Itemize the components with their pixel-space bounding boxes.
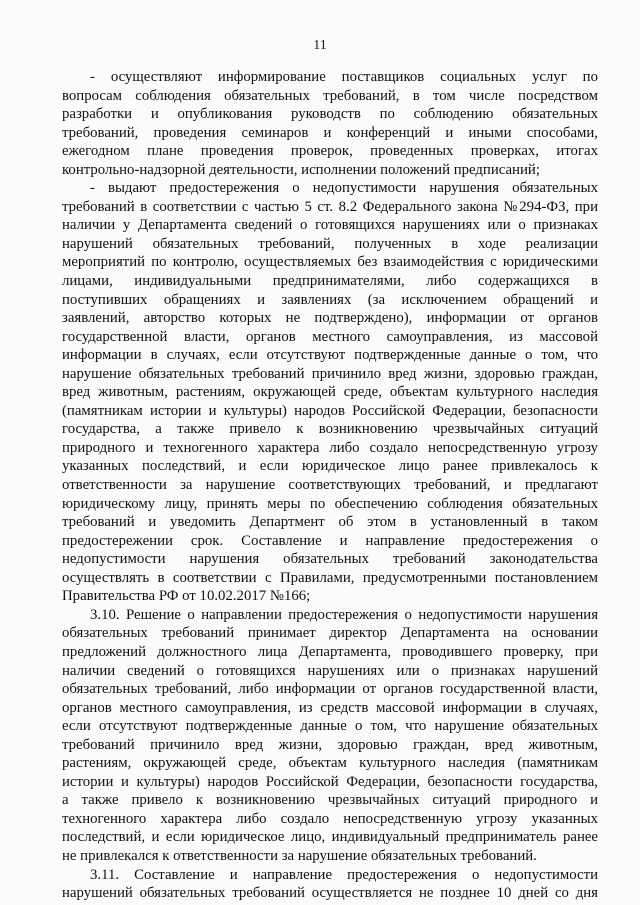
text-line: вред животным, растениям, окружающей среде, объектам культурного наследия bbox=[62, 384, 598, 401]
text-line: осуществлять в соответствии с Правилами, предусмотренными постановлением bbox=[62, 569, 598, 586]
text-line: природного и техногенного характера либо создало непосредственную угрозу bbox=[62, 439, 598, 456]
text-line: заявлений, авторство которых не подтверждено), информации от органов bbox=[62, 310, 598, 327]
text-line: 3.11. Составление и направление предостережения о недопустимости bbox=[90, 866, 598, 883]
text-line: требований причинило вред жизни, здоровью граждан, вред животным, bbox=[62, 736, 598, 753]
text-line: ответственности за нарушение соответствующих требований, и предлагают bbox=[62, 477, 598, 494]
document-body bbox=[62, 68, 598, 903]
text-line: а также привело к возникновению чрезвычайных ситуаций природного и bbox=[62, 792, 598, 809]
text-line: истории и культуры) народов Российской Федерации, безопасности государства, bbox=[62, 773, 598, 790]
text-line: нарушение обязательных требований причинило вред жизни, здоровью граждан, bbox=[62, 365, 598, 382]
text-line: вопросам соблюдения обязательных требований, в том числе посредством bbox=[62, 87, 598, 104]
paragraph-3-10 bbox=[62, 606, 598, 866]
text-line: поступивших обращениях и заявлениях (за исключением обращений и bbox=[62, 291, 598, 308]
text-line: техногенного характера либо создало непосредственную угрозу указанных bbox=[62, 810, 598, 827]
text-line: требований в соответствии с частью 5 ст. 8.2 Федерального закона №294-ФЗ, при bbox=[62, 198, 598, 215]
text-line: растениям, окружающей среде, объектам культурного наследия (памятникам bbox=[62, 755, 598, 772]
text-line: обязательных требований, либо информации от органов государственной власти, bbox=[62, 681, 598, 698]
text-line: указанных последствий, и если юридическое лицо ранее привлекалось к bbox=[62, 458, 598, 475]
text-line: лицами, индивидуальными предпринимателями, либо содержащихся в bbox=[62, 273, 598, 290]
text-line: нарушений обязательных требований осуществляется не позднее 10 дней со дня bbox=[62, 885, 598, 902]
text-line: последствий, и если юридическое лицо, индивидуальный предприниматель ранее bbox=[62, 829, 598, 846]
text-line: наличии у Департамента сведений о готовящихся нарушениях или о признаках bbox=[62, 217, 598, 234]
text-line: информации в случаях, если отсутствуют подтвержденные данные о том, что bbox=[62, 347, 598, 364]
text-line: государственной власти, органов местного самоуправления, из массовой bbox=[62, 328, 598, 345]
text-line: требований и уведомить Департмент об этом в установленный в таком bbox=[62, 514, 598, 531]
text-line: органов местного самоуправления, из средств массовой информации в случаях, bbox=[62, 699, 598, 716]
text-line: мероприятий по контролю, осуществляемых без взаимодействия с юридическими bbox=[62, 254, 598, 271]
text-line: государства, а также привело к возникновению чрезвычайных ситуаций bbox=[62, 421, 598, 438]
text-line: не привлекался к ответственности за нарушение обязательных требований. bbox=[62, 847, 537, 864]
text-line: нарушений обязательных требований, полученных в ходе реализации bbox=[62, 235, 598, 252]
text-line: (памятникам истории и культуры) народов Российской Федерации, безопасности bbox=[62, 402, 598, 419]
paragraph-warnings bbox=[62, 179, 598, 606]
text-line: юридическому лицу, принять меры по обеспечению соблюдения обязательных bbox=[62, 495, 598, 512]
text-line: наличии сведений о готовящихся нарушениях или о признаках нарушений bbox=[62, 662, 598, 679]
text-line: предостережении срок. Составление и направление предостережения о bbox=[62, 532, 598, 549]
text-line: 3.10. Решение о направлении предостережения о недопустимости нарушения bbox=[90, 606, 598, 623]
text-line: - выдают предостережения о недопустимости нарушения обязательных bbox=[90, 180, 598, 197]
text-line: требований, проведения семинаров и конференций и иными способами, bbox=[62, 124, 598, 141]
text-line: контрольно-надзорной деятельности, исполнении положений предписаний; bbox=[62, 161, 540, 178]
paragraph-3-11 bbox=[62, 866, 598, 903]
text-line: - осуществляют информирование поставщиков социальных услуг по bbox=[90, 69, 598, 85]
text-line: предложений должностного лица Департамента, проводившего проверку, при bbox=[62, 643, 598, 660]
text-line: Правительства РФ от 10.02.2017 №166; bbox=[62, 588, 311, 605]
text-line: ежегодном плане проведения проверок, проведенных проверках, итогах bbox=[62, 143, 598, 160]
text-line: обязательных требований принимает директор Департамента на основании bbox=[62, 625, 598, 642]
page-number: 11 bbox=[313, 38, 327, 53]
text-line: разработки и опубликования руководств по соблюдению обязательных bbox=[62, 106, 598, 123]
paragraph-informing bbox=[62, 68, 598, 179]
text-line: если отсутствуют подтвержденные данные о том, что нарушение обязательных bbox=[62, 718, 598, 735]
text-line: недопустимости нарушения обязательных требований законодательства bbox=[62, 551, 598, 568]
